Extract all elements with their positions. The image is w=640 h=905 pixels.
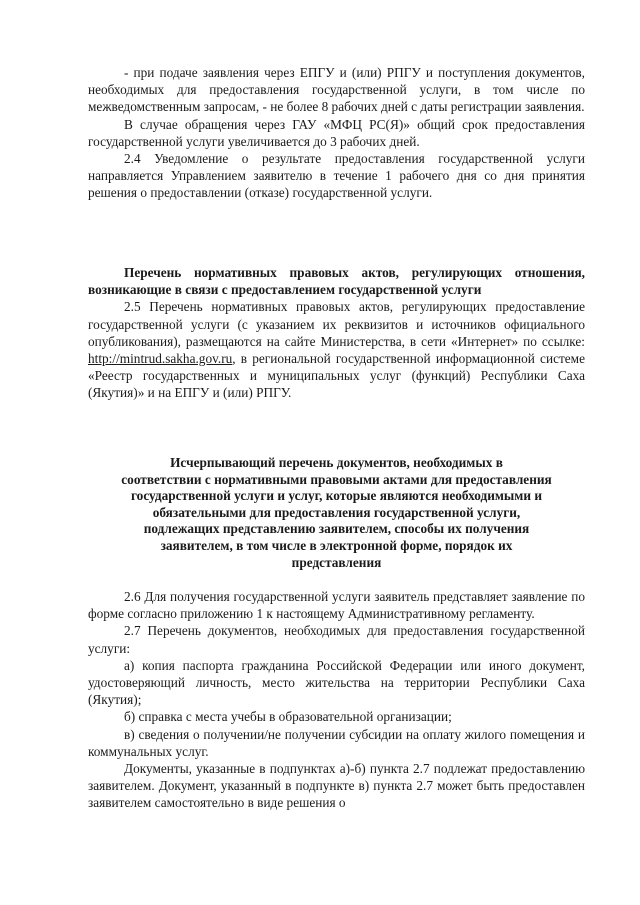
heading-line: представления [291, 554, 382, 570]
paragraph-2-4-notification: 2.4 Уведомление о результате предоставления государственной услуги направляется Управлением заявителю в течение 1 рабочего дня со дня принятия решения о предоставлении (отказе) государственной услуги. [88, 151, 585, 201]
list-item-subsidy-info: в) сведения о получении/не получении субсидии на оплату жилого помещения и коммунальных услуг. [88, 726, 585, 759]
heading-line: соответствии с нормативными правовыми актами для предоставления [121, 471, 552, 487]
paragraph-mfc-deadline: В случае обращения через ГАУ «МФЦ РС(Я)» общий срок предоставления государственной услуги увеличивается до 3 рабочих дней. [88, 116, 585, 149]
paragraph-documents-submission: Документы, указанные в подпунктах а)-б) пункта 2.7 подлежат предоставлению заявителем. Документ, указанный в подпункте в) пункта 2.7 может быть предоставлен заявителем самостоятельно в виде решения о [88, 761, 585, 811]
section-required-documents [88, 455, 585, 571]
section-regulatory-acts [88, 264, 585, 402]
section-heading-required-documents [88, 455, 585, 571]
paragraph-2-5-text-start: 2.5 Перечень нормативных правовых актов, регулирующих предоставление государственной услуги (с указанием их реквизитов и источников официального опубликования), размещаются на сайте Министерства, в сети «Интернет» по ссылке: [88, 299, 585, 349]
heading-line: обязательными для предоставления государственной услуги, [152, 504, 521, 520]
paragraph-2-7-document-list: 2.7 Перечень документов, необходимых для предоставления государственной услуги: [88, 623, 585, 656]
paragraph-2-6-application: 2.6 Для получения государственной услуги заявитель представляет заявление по форме согласно приложению 1 к настоящему Административному регламенту. [88, 589, 585, 622]
paragraph-epgu-deadline: - при подаче заявления через ЕПГУ и (или) РПГУ и поступления документов, необходимых для предоставления государственной услуги, в том числе по межведомственным запросам, - не более 8 рабочих дней с даты регистрации заявления. [88, 65, 585, 115]
ministry-website-link[interactable]: http://mintrud.sakha.gov.ru [88, 351, 233, 367]
list-item-study-certificate: б) справка с места учебы в образовательной организации; [124, 709, 452, 725]
list-item-passport-copy: а) копия паспорта гражданина Российской Федерации или иного документ, удостоверяющий личность, место жительства на территории Республики Саха (Якутия); [88, 657, 585, 708]
paragraph-2-5-regulatory-acts [88, 298, 585, 401]
heading-line: Исчерпывающий перечень документов, необходимых в [170, 455, 503, 470]
heading-line: государственной услуги и услуг, которые являются необходимыми и [130, 488, 543, 504]
section-heading-regulatory-acts: Перечень нормативных правовых актов, регулирующих отношения, возникающие в связи с предоставлением государственной услуги [88, 265, 585, 298]
heading-line: заявителем, в том числе в электронной форме, порядок их [160, 537, 513, 553]
heading-line: подлежащих представлению заявителем, способы их получения [143, 521, 530, 537]
paragraph-2-5-text-end: , в региональной государственной информационной системе «Реестр государственных и муниципальных услуг (функций) Республики Саха (Якутия)» и на ЕПГУ и (или) РПГУ. [88, 351, 585, 401]
section-deadlines [88, 64, 585, 202]
section-required-documents-body [88, 588, 585, 812]
